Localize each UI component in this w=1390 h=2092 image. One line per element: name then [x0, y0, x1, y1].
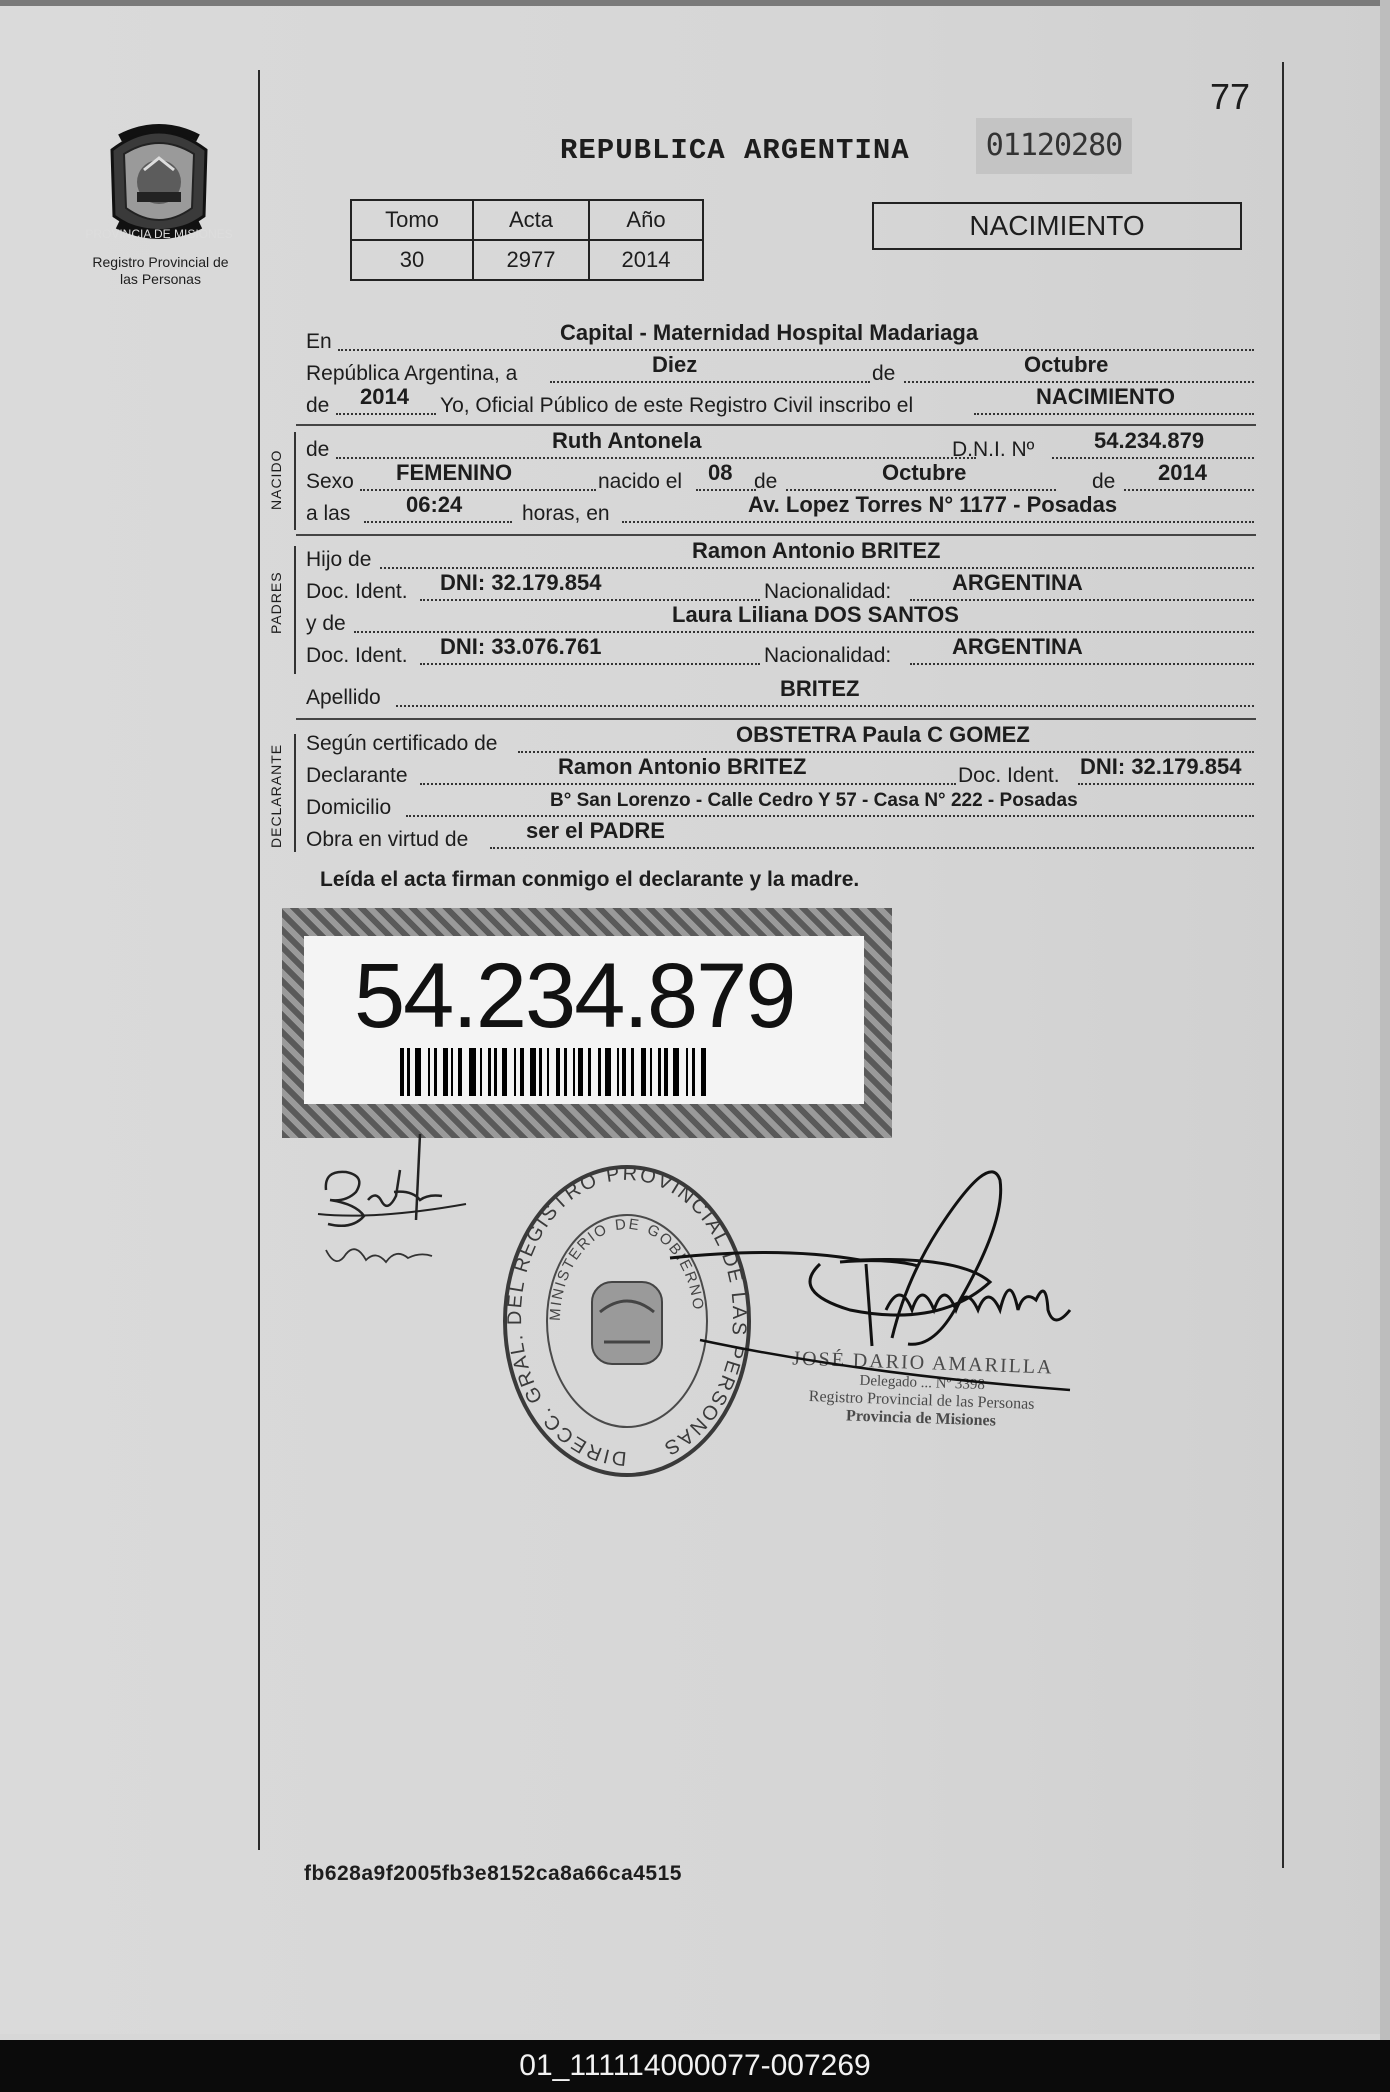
- barcode-bar: [686, 1048, 688, 1096]
- child-dni-value: 54.234.879: [1094, 428, 1205, 453]
- domicilio-value: B° San Lorenzo - Calle Cedro Y 57 - Casa N° 222 - Posadas: [550, 790, 1078, 811]
- doc-label: Doc. Ident.: [306, 580, 408, 603]
- dotted-leader: [364, 521, 512, 523]
- barcode: [400, 1048, 709, 1096]
- dotted-leader: [910, 599, 1254, 601]
- closing-statement: Leída el acta firman conmigo el declarante y la madre.: [320, 868, 860, 891]
- emblem-text: PROVINCIA DE MISIONES: [85, 227, 233, 241]
- apellido-value: BRITEZ: [780, 676, 860, 701]
- nacido-section-label: NACIDO: [268, 449, 284, 510]
- sexo-value: FEMENINO: [396, 460, 513, 485]
- registry-label: Registro Provincial de las Personas: [92, 254, 229, 287]
- stamp-number: 01120280: [976, 118, 1132, 174]
- separator: [296, 718, 1256, 720]
- dotted-leader: [1124, 489, 1254, 491]
- barcode-bar: [622, 1048, 626, 1096]
- de-label: de: [1092, 470, 1116, 493]
- obra-value: ser el PADRE: [526, 818, 665, 843]
- yde-label: y de: [306, 612, 346, 635]
- scan-top-edge: [0, 0, 1390, 6]
- official-line4: Provincia de Misiones: [845, 1407, 997, 1430]
- col-header-acta: Acta: [473, 200, 589, 240]
- line-obra: [306, 818, 1254, 854]
- act-type-value: NACIMIENTO: [1036, 384, 1175, 409]
- domicilio-label: Domicilio: [306, 796, 392, 819]
- barcode-bar: [494, 1048, 497, 1096]
- barcode-bar: [502, 1048, 507, 1096]
- barcode-bar: [564, 1048, 567, 1096]
- separator: [296, 534, 1256, 536]
- dotted-leader: [904, 381, 1254, 383]
- child-name-value: Ruth Antonela: [552, 428, 702, 453]
- de-label: de: [306, 438, 330, 461]
- nacionalidad-label: Nacionalidad:: [764, 644, 892, 667]
- acta-value: 2977: [473, 240, 589, 280]
- barcode-bar: [701, 1048, 706, 1096]
- barcode-bar: [692, 1048, 695, 1096]
- barcode-bar: [658, 1048, 661, 1096]
- mother-nationality-value: ARGENTINA: [952, 634, 1083, 659]
- line-apellido: [306, 676, 1254, 712]
- right-margin-line: [1282, 62, 1284, 1868]
- dotted-leader: [338, 349, 1254, 351]
- barcode-bar: [650, 1048, 652, 1096]
- barcode-bar: [547, 1048, 549, 1096]
- a-las-label: a las: [306, 502, 351, 525]
- dotted-leader: [490, 847, 1254, 849]
- mother-name-value: Laura Liliana DOS SANTOS: [672, 602, 959, 627]
- barcode-bar: [598, 1048, 601, 1096]
- dotted-leader: [1078, 783, 1254, 785]
- dotted-leader: [360, 489, 596, 491]
- birth-day-value: 08: [708, 460, 733, 485]
- birth-address-value: Av. Lopez Torres N° 1177 - Posadas: [748, 492, 1118, 517]
- doc-label: Doc. Ident.: [958, 764, 1060, 787]
- de-label: de: [872, 362, 896, 385]
- dotted-leader: [696, 489, 756, 491]
- dotted-leader: [518, 751, 1254, 753]
- ano-value: 2014: [589, 240, 703, 280]
- dni-label: D.N.I. Nº: [952, 438, 1035, 461]
- hijo-label: Hijo de: [306, 548, 372, 571]
- official-name: JOSÉ DARIO AMARILLA: [791, 1347, 1054, 1379]
- official-line2: Delegado ... Nº 3398: [859, 1372, 986, 1394]
- col-header-tomo: Tomo: [351, 200, 473, 240]
- dni-sticker-inner: [304, 936, 864, 1104]
- doc-label: Doc. Ident.: [306, 644, 408, 667]
- nacido-bracket: [294, 432, 296, 530]
- day-value: Diez: [652, 352, 698, 377]
- month-value: Octubre: [1024, 352, 1109, 377]
- barcode-bar: [520, 1048, 524, 1096]
- barcode-bar: [539, 1048, 542, 1096]
- barcode-bar: [415, 1048, 421, 1096]
- barcode-bar: [673, 1048, 679, 1096]
- horas-label: horas, en: [522, 502, 610, 525]
- barcode-bar: [407, 1048, 410, 1096]
- tomo-value: 30: [351, 240, 473, 280]
- declarante-section-label: DECLARANTE: [268, 743, 284, 848]
- en-label: En: [306, 330, 332, 353]
- barcode-bar: [458, 1048, 462, 1096]
- dotted-leader: [786, 489, 1056, 491]
- declarante-doc-value: DNI: 32.179.854: [1080, 754, 1242, 779]
- line-year: [306, 384, 1254, 420]
- sexo-label: Sexo: [306, 470, 354, 493]
- de-label: de: [754, 470, 778, 493]
- republica-label: República Argentina, a: [306, 362, 518, 385]
- seal-emblem-icon: [592, 1282, 662, 1364]
- scan-right-edge: [1380, 0, 1390, 2040]
- barcode-bar: [573, 1048, 575, 1096]
- dotted-leader: [380, 567, 1254, 569]
- line-domicilio: [306, 792, 1254, 822]
- barcode-bar: [605, 1048, 611, 1096]
- father-doc-value: DNI: 32.179.854: [440, 570, 602, 595]
- apellido-label: Apellido: [306, 686, 381, 709]
- line-en: [306, 320, 1254, 356]
- barcode-bar: [428, 1048, 430, 1096]
- seal-inner-text: MINISTERIO DE GOBIERNO: [546, 1215, 707, 1322]
- segun-label: Según certificado de: [306, 732, 498, 755]
- padres-section-label: PADRES: [268, 571, 284, 634]
- certificate-value: OBSTETRA Paula C GOMEZ: [736, 722, 1030, 747]
- time-value: 06:24: [406, 492, 463, 517]
- barcode-bar: [443, 1048, 448, 1096]
- barcode-bar: [480, 1048, 482, 1096]
- barcode-bar: [530, 1048, 536, 1096]
- nacionalidad-label: Nacionalidad:: [764, 580, 892, 603]
- dotted-leader: [910, 663, 1254, 665]
- barcode-bar: [451, 1048, 453, 1096]
- dotted-leader: [974, 413, 1254, 415]
- dni-sticker-number: 54.234.879: [354, 945, 795, 1047]
- mother-doc-value: DNI: 33.076.761: [440, 634, 602, 659]
- line-declarante: [306, 754, 1254, 790]
- nacido-label: nacido el: [598, 470, 683, 493]
- dotted-leader: [420, 599, 760, 601]
- dotted-leader: [420, 783, 956, 785]
- dni-sticker: [282, 908, 892, 1138]
- dotted-leader: [396, 705, 1254, 707]
- document-hash: fb628a9f2005fb3e8152ca8a66ca4515: [304, 1862, 682, 1885]
- obra-label: Obra en virtud de: [306, 828, 469, 851]
- official-line3: Registro Provincial de las Personas: [808, 1388, 1035, 1413]
- dotted-leader: [622, 521, 1254, 523]
- separator: [296, 424, 1256, 426]
- declarante-bracket: [294, 734, 296, 852]
- barcode-bar: [617, 1048, 619, 1096]
- line-hora: [306, 492, 1254, 528]
- barcode-bar: [578, 1048, 583, 1096]
- padres-bracket: [294, 546, 296, 674]
- place-value: Capital - Maternidad Hospital Madariaga: [560, 320, 979, 345]
- left-margin-line: [258, 70, 260, 1850]
- province-emblem-icon: [85, 120, 233, 250]
- dotted-leader: [550, 381, 870, 383]
- barcode-bar: [469, 1048, 476, 1096]
- page-number: 77: [1210, 76, 1251, 117]
- record-table: [350, 199, 704, 281]
- birth-year-value: 2014: [1158, 460, 1207, 485]
- de-label: de: [306, 394, 330, 417]
- dotted-leader: [406, 815, 1254, 817]
- birth-month-value: Octubre: [882, 460, 967, 485]
- dotted-leader: [336, 457, 976, 459]
- record-type-box: NACIMIENTO: [872, 202, 1242, 250]
- barcode-bar: [488, 1048, 491, 1096]
- official-signature: [660, 1160, 1130, 1400]
- dotted-leader: [420, 663, 760, 665]
- declarante-signature: [316, 1130, 476, 1290]
- declarante-label: Declarante: [306, 764, 408, 787]
- barcode-bar: [514, 1048, 516, 1096]
- barcode-bar: [588, 1048, 591, 1096]
- barcode-bar: [434, 1048, 437, 1096]
- father-nationality-value: ARGENTINA: [952, 570, 1083, 595]
- line-mother-doc: [306, 634, 1254, 670]
- barcode-bar: [664, 1048, 668, 1096]
- dotted-leader: [354, 631, 1254, 633]
- year-value: 2014: [360, 384, 409, 409]
- dotted-leader: [336, 413, 436, 415]
- father-name-value: Ramon Antonio BRITEZ: [692, 538, 941, 563]
- col-header-ano: Año: [589, 200, 703, 240]
- scan-footer-id: 01_111114000077-007269: [0, 2040, 1390, 2092]
- barcode-bar: [400, 1048, 404, 1096]
- barcode-bar: [641, 1048, 646, 1096]
- yo-text: Yo, Oficial Público de este Registro Civil inscribo el: [440, 394, 914, 417]
- barcode-bar: [556, 1048, 560, 1096]
- declarante-name-value: Ramon Antonio BRITEZ: [558, 754, 807, 779]
- document-title: REPUBLICA ARGENTINA: [560, 134, 910, 167]
- seal-ring-text: DIRECC. GRAL. DEL REGISTRO PROVINCIAL DE LAS PERSONAS: [504, 1162, 751, 1470]
- barcode-bar: [631, 1048, 634, 1096]
- dotted-leader: [1052, 457, 1254, 459]
